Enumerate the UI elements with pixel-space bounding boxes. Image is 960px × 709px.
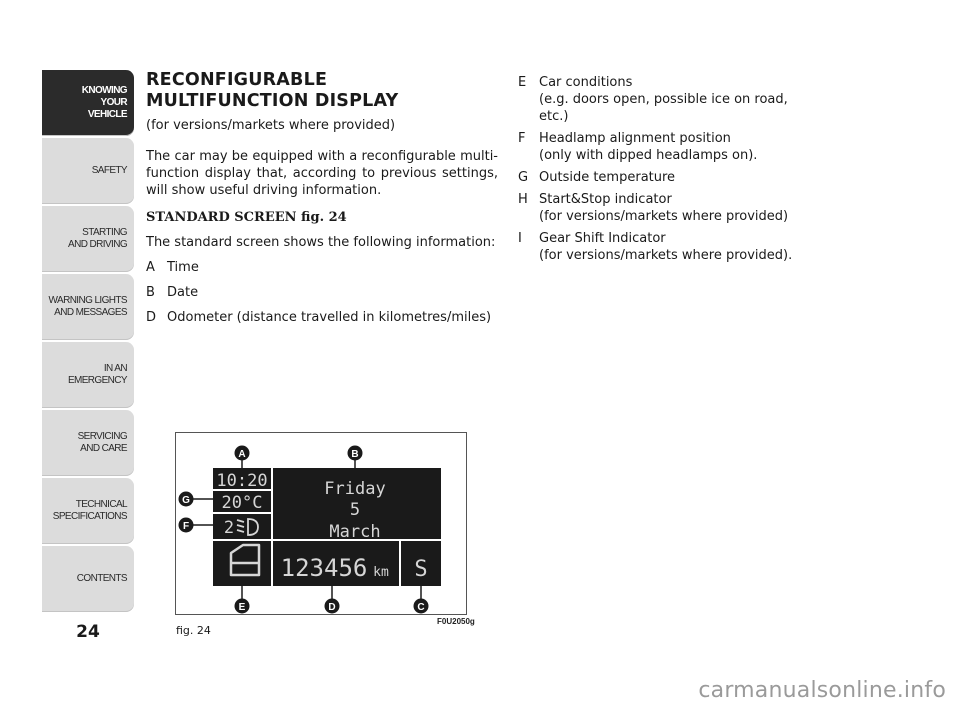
- list-item: [518, 191, 818, 225]
- tab-in-an-emergency[interactable]: IN AN EMERGENCY: [42, 342, 134, 408]
- callout-g: [179, 492, 194, 507]
- tab-contents[interactable]: CONTENTS: [42, 546, 134, 612]
- page-subtitle: (for versions/markets where provided): [146, 118, 396, 133]
- list-item: [518, 130, 818, 164]
- page-number: 24: [76, 622, 100, 642]
- lcd-headlamp-level: 2: [223, 518, 235, 538]
- tab-technical-specifications[interactable]: TECHNICAL SPECIFICATIONS: [42, 478, 134, 544]
- list-text: Time: [167, 260, 199, 275]
- list-text: Headlamp alignment position (only with dipped headlamps on).: [539, 131, 758, 163]
- lcd-date-number: 5: [349, 500, 361, 520]
- list-text: Car conditions (e.g. doors open, possible ice on road, etc.): [539, 75, 788, 124]
- section-intro: The standard screen shows the following information:: [146, 235, 496, 250]
- callout-label: D: [328, 602, 336, 613]
- list-letter: E: [518, 75, 527, 90]
- lcd-odometer-unit: km: [373, 565, 389, 580]
- tab-safety[interactable]: SAFETY: [42, 138, 134, 204]
- figure-code: F0U2050g: [437, 617, 475, 626]
- list-letter: I: [518, 231, 522, 246]
- list-letter: A: [146, 260, 155, 275]
- callout-label: E: [238, 602, 246, 613]
- callout-b: [348, 446, 363, 461]
- callout-c: [414, 599, 429, 614]
- list-item: [518, 169, 818, 186]
- list-text: Odometer (distance travelled in kilometres/miles): [167, 310, 492, 325]
- list-item: [146, 259, 498, 276]
- lcd-odometer: 123456: [280, 554, 368, 582]
- callout-label: G: [182, 495, 190, 506]
- list-item: [518, 74, 818, 125]
- lcd-gear-indicator: S: [414, 557, 428, 582]
- list-text: Gear Shift Indicator (for versions/markets where provided).: [539, 231, 793, 263]
- section-title: STANDARD SCREEN fig. 24: [146, 210, 347, 225]
- callout-d: [325, 599, 340, 614]
- figure-caption: fig. 24: [176, 624, 211, 637]
- list-letter: D: [146, 310, 157, 325]
- list-letter: B: [146, 285, 155, 300]
- right-column: [518, 74, 818, 269]
- list-letter: F: [518, 131, 526, 146]
- list-item: [146, 309, 498, 326]
- chapter-tabs: [42, 70, 134, 614]
- list-item: [146, 284, 498, 301]
- display-figure: [175, 432, 467, 615]
- callout-e: [235, 599, 250, 614]
- tab-starting-and-driving[interactable]: STARTING AND DRIVING: [42, 206, 134, 272]
- tab-servicing-and-care[interactable]: SERVICING AND CARE: [42, 410, 134, 476]
- list-text: Outside temperature: [539, 170, 676, 185]
- lcd-temperature: 20°C: [221, 493, 263, 513]
- tab-warning-lights[interactable]: WARNING LIGHTS AND MESSAGES: [42, 274, 134, 340]
- list-letter: G: [518, 170, 529, 185]
- callout-label: C: [417, 602, 425, 613]
- left-column: [146, 70, 498, 334]
- list-text: Date: [167, 285, 199, 300]
- lcd-day: Friday: [324, 479, 386, 499]
- watermark: carmanualsonline.info: [698, 678, 946, 703]
- lcd-time: 10:20: [216, 471, 268, 491]
- callout-f: [179, 518, 194, 533]
- page-title: RECONFIGURABLE MULTIFUNCTION DISPLAY: [146, 70, 399, 111]
- callout-label: A: [238, 449, 246, 460]
- callout-a: [235, 446, 250, 461]
- intro-paragraph: The car may be equipped with a reconfigurable multi-function display that, according to previous settings, will show useful driving information.: [146, 149, 498, 198]
- callout-label: F: [182, 521, 190, 532]
- list-item: [518, 230, 818, 264]
- lcd-month: March: [329, 522, 381, 542]
- list-text: Start&Stop indicator (for versions/markets where provided): [539, 192, 789, 224]
- list-letter: H: [518, 192, 528, 207]
- display-illustration: [176, 433, 466, 614]
- callout-label: B: [351, 449, 359, 460]
- tab-knowing-your-vehicle[interactable]: KNOWING YOUR VEHICLE: [42, 70, 134, 136]
